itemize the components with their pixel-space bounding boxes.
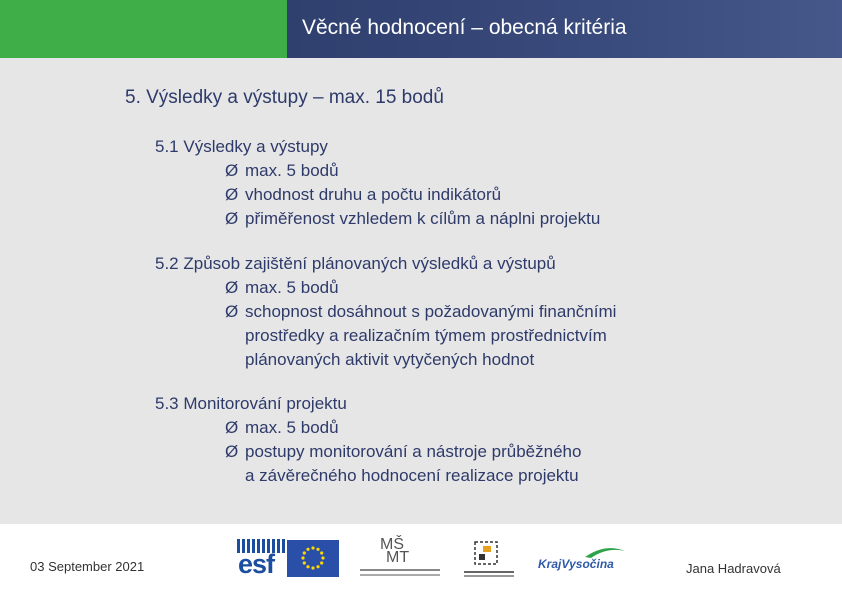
bullet-item <box>155 183 600 207</box>
msmt-logo <box>360 537 442 580</box>
bullet-text: max. 5 bodů <box>245 278 339 297</box>
kraj-logo-word2: Vysočina <box>561 557 614 571</box>
section-title: 5.2 Způsob zajištění plánovaných výsledků a výstupů <box>155 254 556 273</box>
bullet-item <box>155 276 616 300</box>
footer-date: 03 September 2021 <box>30 559 145 574</box>
bullet-text-line: prostředky a realizačním týmem prostřednictvím <box>245 326 607 345</box>
bullet-item <box>155 159 600 183</box>
slide-title: Věcné hodnocení – obecná kritéria <box>302 16 627 39</box>
bullet-arrow-icon: Ø <box>225 442 239 461</box>
bullet-item <box>155 416 581 440</box>
header-green-band <box>0 0 287 58</box>
section-5-1 <box>155 135 600 231</box>
bullet-text: přiměřenost vzhledem k cílům a náplni projektu <box>245 209 601 228</box>
section-title: 5.1 Výsledky a výstupy <box>155 137 328 156</box>
kraj-logo-word1: Kraj <box>538 557 562 571</box>
msmt-logo-top: MŠ <box>380 536 404 553</box>
bullet-arrow-icon: Ø <box>225 418 239 437</box>
bullet-text-line: a závěrečného hodnocení realizace projektu <box>245 466 579 485</box>
esf-logo <box>237 539 285 579</box>
bullet-arrow-icon: Ø <box>225 278 239 297</box>
bullet-text-line: postupy monitorování a nástroje průběžného <box>245 442 582 461</box>
bullet-item <box>155 300 616 372</box>
bullet-item <box>155 440 581 488</box>
msmt-fine-print-icon <box>360 569 440 571</box>
kraj-logo-text <box>538 556 614 572</box>
msmt-logo-bottom: MT <box>386 549 410 566</box>
bullet-text: max. 5 bodů <box>245 161 339 180</box>
op-vk-logo <box>461 538 517 580</box>
footer-author: Jana Hadravová <box>686 561 781 576</box>
bullet-text-line: plánovaných aktivit vytyčených hodnot <box>245 350 535 369</box>
msmt-fine-print-icon <box>360 574 440 576</box>
kraj-vysocina-logo <box>538 545 628 577</box>
bullet-arrow-icon: Ø <box>225 302 239 321</box>
bullet-text-line: schopnost dosáhnout s požadovanými finančními <box>245 302 617 321</box>
bullet-text: vhodnost druhu a počtu indikátorů <box>245 185 502 204</box>
eu-flag-icon <box>287 540 339 577</box>
bullet-arrow-icon: Ø <box>225 185 239 204</box>
bullet-text: max. 5 bodů <box>245 418 339 437</box>
section-5-3 <box>155 392 581 488</box>
main-heading: 5. Výsledky a výstupy – max. 15 bodů <box>125 87 444 108</box>
bullet-arrow-icon: Ø <box>225 209 239 228</box>
bullet-arrow-icon: Ø <box>225 161 239 180</box>
section-title: 5.3 Monitorování projektu <box>155 394 347 413</box>
section-5-2 <box>155 252 616 372</box>
esf-logo-text: esf <box>238 549 275 579</box>
bullet-item <box>155 207 600 231</box>
